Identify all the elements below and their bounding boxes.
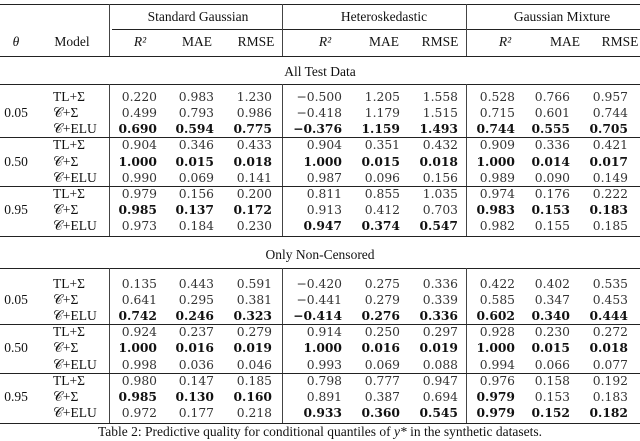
value-cell: 0.156 — [178, 186, 214, 201]
section-rule — [0, 268, 640, 269]
model-name: 𝒞+ELU — [53, 308, 97, 324]
value-cell: 0.891 — [306, 389, 342, 404]
value-cell: 0.433 — [236, 138, 272, 153]
section-title: All Test Data — [284, 64, 356, 79]
value-cell: 0.998 — [121, 357, 157, 372]
value-cell: 0.715 — [479, 106, 515, 121]
best-value-cell: 0.160 — [233, 388, 272, 404]
metric-header: RMSE — [237, 34, 275, 49]
value-cell: 0.402 — [534, 277, 570, 291]
model-name: TL+Σ — [53, 276, 85, 291]
best-value-cell: 0.775 — [233, 121, 272, 137]
value-cell: 0.297 — [422, 325, 458, 340]
value-cell: 0.980 — [121, 373, 157, 388]
model-name: 𝒞+Σ — [53, 340, 79, 356]
caption-symbol: y* — [393, 424, 407, 439]
best-value-cell: 1.000 — [303, 340, 342, 356]
best-value-cell: 0.979 — [476, 388, 515, 404]
value-cell: 0.811 — [306, 186, 342, 201]
value-cell: 0.135 — [121, 277, 157, 291]
table-caption — [98, 424, 542, 440]
value-cell: 0.798 — [306, 373, 342, 388]
value-cell: 0.183 — [592, 389, 628, 404]
best-value-cell: 0.014 — [531, 153, 570, 169]
value-cell: 0.147 — [178, 373, 214, 388]
value-cell: 0.090 — [534, 170, 570, 185]
value-cell: 0.994 — [479, 357, 515, 372]
value-cell: 0.585 — [479, 293, 515, 308]
model-name: 𝒞+ELU — [53, 169, 97, 185]
value-cell: 0.535 — [592, 277, 628, 291]
value-cell: 0.036 — [178, 357, 214, 372]
value-cell: 0.066 — [534, 357, 570, 372]
value-cell: 0.443 — [178, 277, 214, 291]
value-cell: 0.990 — [121, 170, 157, 185]
best-value-cell: 1.000 — [118, 153, 157, 169]
value-cell: 0.192 — [592, 373, 628, 388]
value-cell: 0.295 — [178, 293, 214, 308]
value-cell: 0.176 — [534, 186, 570, 201]
value-cell: 0.904 — [121, 138, 157, 153]
value-cell: 0.986 — [236, 106, 272, 121]
value-cell: 0.156 — [422, 170, 458, 185]
value-cell: 0.974 — [479, 186, 515, 201]
value-cell: 0.069 — [178, 170, 214, 185]
best-value-cell: 0.137 — [175, 202, 214, 218]
value-cell: 0.077 — [592, 357, 628, 372]
group-header: Standard Gaussian — [147, 9, 249, 24]
value-cell: −0.420 — [296, 277, 342, 291]
model-name: 𝒞+Σ — [53, 202, 79, 218]
model-name: 𝒞+ELU — [53, 404, 97, 420]
value-cell: 0.185 — [236, 373, 272, 388]
value-cell: 0.972 — [121, 405, 157, 420]
best-value-cell: 0.182 — [589, 404, 628, 420]
column-divider — [466, 84, 467, 236]
value-cell: 0.230 — [236, 219, 272, 234]
group-header: Heteroskedastic — [340, 9, 428, 24]
best-value-cell: −0.376 — [293, 121, 342, 137]
best-value-cell: 0.744 — [476, 121, 515, 137]
section-title: Only Non-Censored — [265, 247, 375, 262]
value-cell: 0.250 — [364, 325, 400, 340]
value-cell: 1.230 — [236, 90, 272, 104]
value-cell: 0.347 — [534, 293, 570, 308]
value-cell: 0.069 — [364, 357, 400, 372]
value-cell: 0.412 — [364, 203, 400, 218]
value-cell: 0.381 — [236, 293, 272, 308]
theta-value: 0.95 — [4, 388, 28, 404]
best-value-cell: 0.152 — [531, 404, 570, 420]
value-cell: 0.909 — [479, 138, 515, 153]
best-value-cell: 0.444 — [589, 308, 628, 324]
best-value-cell: 0.933 — [303, 404, 342, 420]
value-cell: 0.185 — [592, 219, 628, 234]
value-cell: 0.591 — [236, 277, 272, 291]
value-cell: 0.928 — [479, 325, 515, 340]
value-cell: 0.230 — [534, 325, 570, 340]
value-cell: 0.432 — [422, 138, 458, 153]
best-value-cell: 0.019 — [419, 340, 458, 356]
value-cell: 0.351 — [364, 138, 400, 153]
theta-header: θ — [12, 34, 20, 49]
value-cell: 0.422 — [479, 277, 515, 291]
value-cell: 0.694 — [422, 389, 458, 404]
value-cell: 0.528 — [479, 90, 515, 104]
value-cell: 0.993 — [306, 357, 342, 372]
value-cell: 0.279 — [236, 325, 272, 340]
best-value-cell: 0.130 — [175, 388, 214, 404]
value-cell: −0.441 — [296, 293, 342, 308]
best-value-cell: 0.705 — [589, 121, 628, 137]
theta-value: 0.95 — [4, 202, 28, 218]
best-value-cell: 0.019 — [233, 340, 272, 356]
value-cell: 0.279 — [364, 293, 400, 308]
value-cell: 0.641 — [121, 293, 157, 308]
value-cell: 0.855 — [364, 186, 400, 201]
value-cell: 0.982 — [479, 219, 515, 234]
best-value-cell: 0.015 — [175, 153, 214, 169]
value-cell: 0.421 — [592, 138, 628, 153]
value-cell: 0.924 — [121, 325, 157, 340]
metric-header: MAE — [182, 34, 212, 49]
model-name: 𝒞+Σ — [53, 153, 79, 169]
best-value-cell: 0.985 — [118, 202, 157, 218]
value-cell: 0.339 — [422, 293, 458, 308]
best-value-cell: 1.493 — [419, 121, 458, 137]
best-value-cell: 1.000 — [303, 153, 342, 169]
metric-header: MAE — [550, 34, 580, 49]
value-cell: 0.336 — [422, 277, 458, 291]
best-value-cell: 0.016 — [361, 340, 400, 356]
value-cell: 0.979 — [121, 186, 157, 201]
best-value-cell: 1.000 — [118, 340, 157, 356]
value-cell: 0.766 — [534, 90, 570, 104]
best-value-cell: 0.336 — [419, 308, 458, 324]
value-cell: 0.947 — [422, 373, 458, 388]
value-cell: 0.336 — [534, 138, 570, 153]
value-cell: 1.515 — [422, 106, 458, 121]
value-cell: 0.904 — [306, 138, 342, 153]
theta-value: 0.50 — [4, 153, 28, 169]
best-value-cell: 0.594 — [175, 121, 214, 137]
value-cell: −0.500 — [296, 90, 342, 104]
best-value-cell: 0.016 — [175, 340, 214, 356]
best-value-cell: 0.018 — [233, 153, 272, 169]
value-cell: 0.088 — [422, 357, 458, 372]
best-value-cell: 0.018 — [419, 153, 458, 169]
column-divider — [109, 4, 110, 56]
best-value-cell: 1.000 — [476, 153, 515, 169]
top-rule — [0, 4, 640, 5]
best-value-cell: 0.690 — [118, 121, 157, 137]
value-cell: 0.983 — [178, 90, 214, 104]
value-cell: 1.205 — [364, 90, 400, 104]
metric-header: RMSE — [601, 34, 639, 49]
value-cell: 0.914 — [306, 325, 342, 340]
value-cell: 0.976 — [479, 373, 515, 388]
value-cell: 0.237 — [178, 325, 214, 340]
best-value-cell: 0.602 — [476, 308, 515, 324]
theta-value: 0.50 — [4, 340, 28, 356]
value-cell: 0.913 — [306, 203, 342, 218]
value-cell: 0.777 — [364, 373, 400, 388]
best-value-cell: 0.947 — [303, 218, 342, 234]
metric-header: RMSE — [421, 34, 459, 49]
best-value-cell: 0.545 — [419, 404, 458, 420]
group-rule — [112, 29, 640, 30]
value-cell: 0.096 — [364, 170, 400, 185]
model-name: TL+Σ — [53, 324, 85, 340]
best-value-cell: 0.555 — [531, 121, 570, 137]
value-cell: 1.558 — [422, 90, 458, 104]
metric-header: R² — [133, 34, 147, 49]
value-cell: 0.218 — [236, 405, 272, 420]
best-value-cell: 0.360 — [361, 404, 400, 420]
metric-header: MAE — [369, 34, 399, 49]
value-cell: 0.141 — [236, 170, 272, 185]
model-header: Model — [54, 34, 90, 49]
value-cell: 0.275 — [364, 277, 400, 291]
best-value-cell: 1.000 — [476, 340, 515, 356]
caption-prefix: Table 2: Predictive quality for conditional quantiles of — [97, 424, 394, 439]
best-value-cell: 0.246 — [175, 308, 214, 324]
value-cell: 0.601 — [534, 106, 570, 121]
value-cell: −0.418 — [296, 106, 342, 121]
column-divider — [109, 268, 110, 423]
best-value-cell: 0.374 — [361, 218, 400, 234]
best-value-cell: 0.276 — [361, 308, 400, 324]
column-divider — [109, 84, 110, 236]
theta-value: 0.05 — [4, 105, 28, 121]
best-value-cell: 0.172 — [233, 202, 272, 218]
value-cell: 0.989 — [479, 170, 515, 185]
value-cell: 0.046 — [236, 357, 272, 372]
value-cell: 0.222 — [592, 186, 628, 201]
value-cell: 0.744 — [592, 106, 628, 121]
best-value-cell: 0.985 — [118, 388, 157, 404]
best-value-cell: 0.547 — [419, 218, 458, 234]
best-value-cell: 0.979 — [476, 404, 515, 420]
value-cell: 0.499 — [121, 106, 157, 121]
section-rule — [0, 84, 640, 85]
best-value-cell: 0.015 — [531, 340, 570, 356]
model-name: TL+Σ — [53, 89, 85, 104]
model-name: TL+Σ — [53, 372, 85, 388]
metric-header: R² — [498, 34, 512, 49]
best-value-cell: 0.017 — [589, 153, 628, 169]
model-name: 𝒞+ELU — [53, 356, 97, 372]
value-cell: 0.346 — [178, 138, 214, 153]
model-name: 𝒞+Σ — [53, 388, 79, 404]
value-cell: 1.179 — [364, 106, 400, 121]
model-name: 𝒞+ELU — [53, 218, 97, 234]
value-cell: 0.793 — [178, 106, 214, 121]
metric-header: R² — [318, 34, 332, 49]
value-cell: 0.453 — [592, 293, 628, 308]
best-value-cell: 0.153 — [531, 202, 570, 218]
header-rule — [0, 56, 640, 57]
best-value-cell: 0.983 — [476, 202, 515, 218]
model-name: 𝒞+Σ — [53, 292, 79, 308]
model-name: TL+Σ — [53, 137, 85, 153]
value-cell: 0.272 — [592, 325, 628, 340]
value-cell: 0.973 — [121, 219, 157, 234]
value-cell: 0.200 — [236, 186, 272, 201]
caption-suffix: in the synthetic datasets. — [406, 424, 543, 439]
column-divider — [282, 4, 283, 56]
best-value-cell: 0.015 — [361, 153, 400, 169]
value-cell: 1.035 — [422, 186, 458, 201]
value-cell: 0.153 — [534, 389, 570, 404]
value-cell: 0.184 — [178, 219, 214, 234]
column-divider — [466, 268, 467, 423]
best-value-cell: 0.018 — [589, 340, 628, 356]
model-name: 𝒞+Σ — [53, 105, 79, 121]
value-cell: 0.155 — [534, 219, 570, 234]
value-cell: 0.987 — [306, 170, 342, 185]
value-cell: 0.177 — [178, 405, 214, 420]
section-bottom-rule — [0, 236, 640, 237]
value-cell: 0.387 — [364, 389, 400, 404]
best-value-cell: 0.323 — [233, 308, 272, 324]
column-divider — [282, 268, 283, 423]
model-name: TL+Σ — [53, 185, 85, 201]
value-cell: 0.220 — [121, 90, 157, 104]
section-bottom-rule — [0, 423, 640, 424]
best-value-cell: 1.159 — [361, 121, 400, 137]
column-divider — [466, 4, 467, 56]
best-value-cell: 0.340 — [531, 308, 570, 324]
best-value-cell: 0.742 — [118, 308, 157, 324]
best-value-cell: 0.183 — [589, 202, 628, 218]
column-divider — [282, 84, 283, 236]
value-cell: 0.957 — [592, 90, 628, 104]
value-cell: 0.703 — [422, 203, 458, 218]
theta-value: 0.05 — [4, 292, 28, 308]
value-cell: 0.149 — [592, 170, 628, 185]
value-cell: 0.158 — [534, 373, 570, 388]
model-name: 𝒞+ELU — [53, 121, 97, 137]
group-header: Gaussian Mixture — [513, 9, 611, 24]
best-value-cell: −0.414 — [293, 308, 342, 324]
